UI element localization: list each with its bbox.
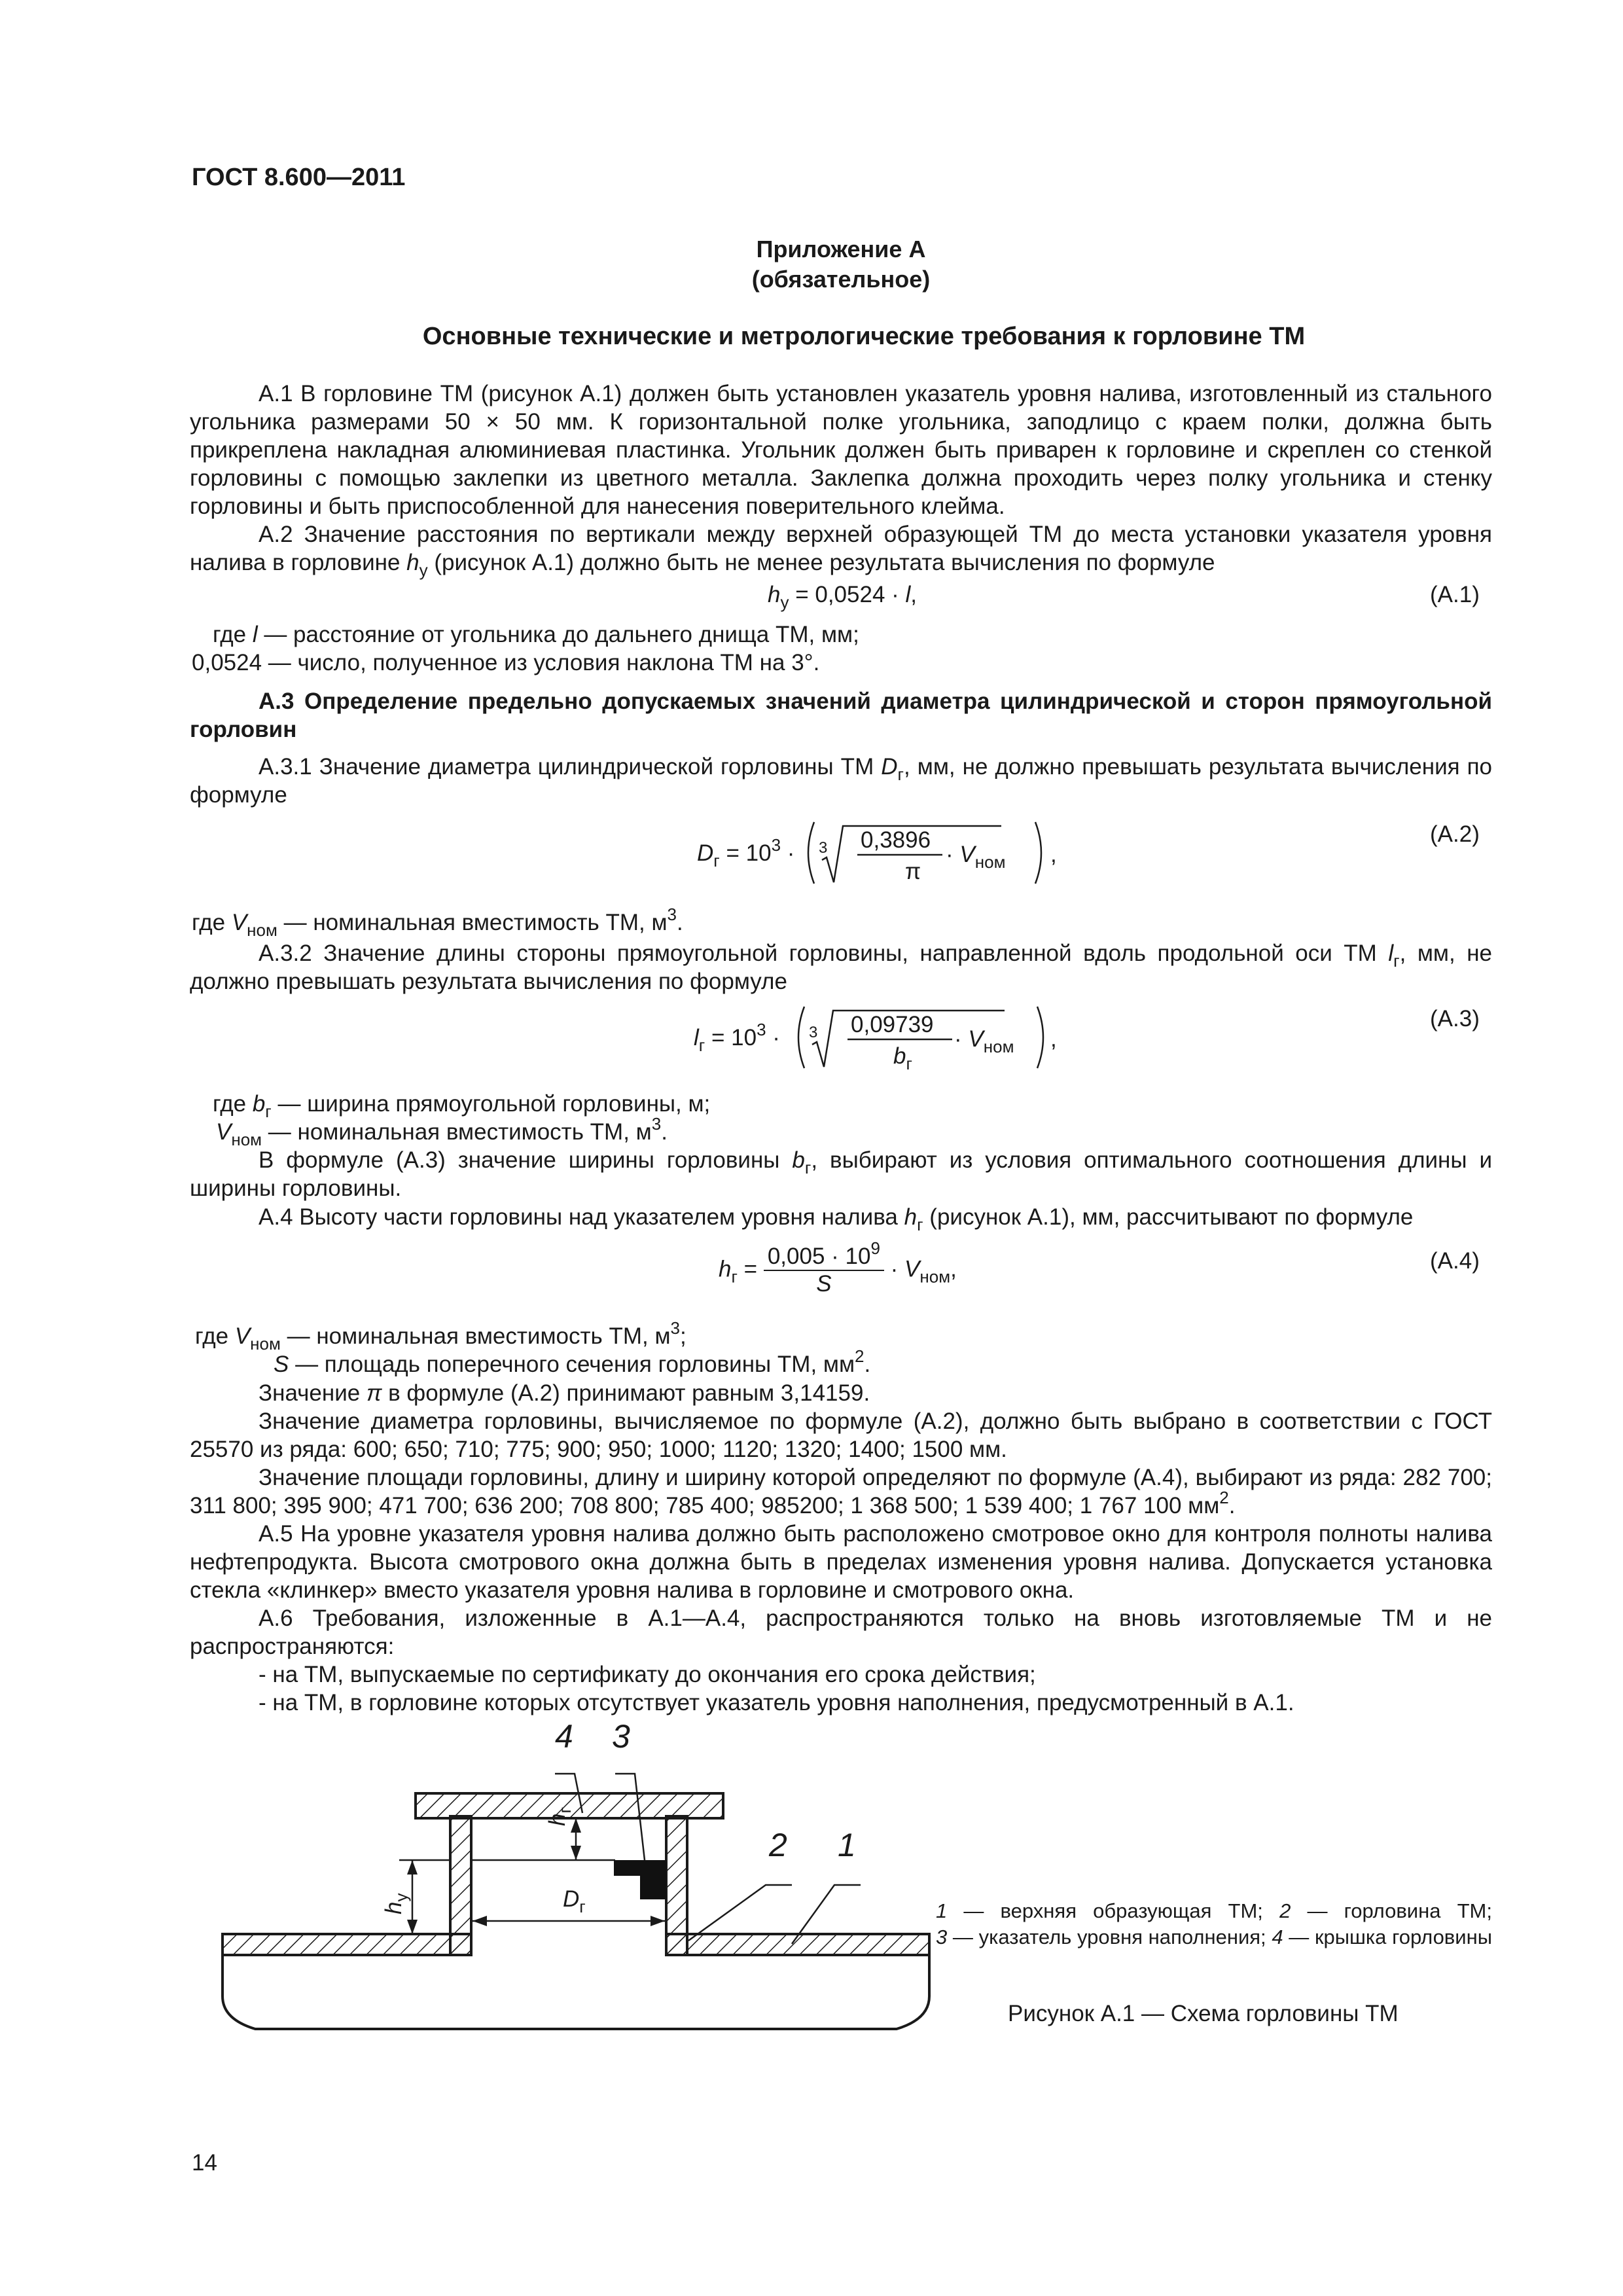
list-item: - на ТМ, выпускаемые по сертификату до окончания его срока действия; (259, 1662, 1036, 1687)
where-a3-v: $V_{ном}$ — номинальная вместимость ТМ, $м^3$. (216, 1114, 668, 1149)
paragraph-area: Значение площади горловины, длину и ширину которой определяют по формуле (А.4), выбирают из ряда: 282 700; 311 800; 395 900; 471 700; 636 200; 708 800; 785 400; 985200; 1 368 500; 1 539 400; 1 767 100 $мм^2$. (190, 1465, 1492, 1518)
callout-4: 4 (555, 1718, 573, 1755)
where-a4-v: где $V_{ном}$ — номинальная вместимость ТМ, $м^3$; (195, 1318, 687, 1354)
list-item: - на ТМ, в горловине которых отсутствует указатель уровня наполнения, предусмотренный в А.1. (259, 1690, 1294, 1715)
callout-3: 3 (612, 1718, 630, 1755)
document-header: ГОСТ 8.600—2011 (192, 164, 406, 191)
where-a2-v: где $V_{ном}$ — номинальная вместимость ТМ, $м^3$. (192, 905, 683, 940)
paragraph-a5: А.5 На уровне указателя уровня налива должно быть расположено смотровое окно для контроля полноты налива нефтепродукта. Высота смотрового окна должна быть в пределах изменения уровня налива. Допускается установка стекла «клинкер» вместо указателя уровня налива в горловине и смотрового окна. (190, 1521, 1492, 1603)
paragraph-a32: А.3.2 Значение длины стороны прямоугольной горловины, направленной вдоль продольной оси ТМ $l_г$, мм, не должно превышать результата вычисления по формуле (190, 941, 1492, 994)
annex-title: Приложение А (756, 236, 926, 262)
paragraph-a1: А.1 В горловине ТМ (рисунок А.1) должен быть установлен указатель уровня налива, изготовленный из стального угольника размерами 50 × 50 мм. К горизонтальной полке угольника, заподлицо с краем полки, должна быть прикреплена накладная алюминиевая пластинка. Угольник должен быть приварен к горловине и скреплен со стенкой горловины с помощью заклепки из цветного металла. Заклепка должна проходить через полку угольника и стенку горловины и быть приспособленной для нанесения поверительного клейма. (190, 381, 1492, 519)
neck-wall-right (666, 1816, 687, 1955)
heading-a3: А.3 Определение предельно допускаемых значений диаметра цилиндрической и сторон прямоугольной горловин (190, 689, 1492, 742)
where-a4-s: S — площадь поперечного сечения горловины ТМ, $мм^2$. (274, 1346, 871, 1377)
document-page: ГОСТ 8.600—2011 Приложение А (обязательное) Основные технические и метрологические требования к горловине ТМ А.1 В горловине ТМ (рисунок А.1) должен быть установлен указатель уровня налива, изготовленный из стального угольника размерами 50 × 50 мм. К горизонтальной полке угольника, заподлицо с краем полки, должна быть прикреплена накладная алюминиевая пластинка. Угольник должен быть приварен к горловине и скреплен со стенкой горловины с помощью заклепки из цветного металла. Заклепка должна проходить через полку угольника и стенку горловины и быть приспособленной для нанесения поверительного клейма. А.2 Значение расстояния по вертикали между верхней образующей ТМ до места установки указателя уровня налива в горловине $h_у$ (рисунок А.1) должно быть не менее результата вычисления по формуле $h_у = 0,0524 \cdot l$, (А.1) где l — расстояние от угольника до дальнего днища ТМ, мм; 0,0524 — число, полученное из условия наклона ТМ на 3°. А.3 Определение предельно допускаемых значений диаметра цилиндрической и сторон прямоугольной горловин А.3.1 Значение диаметра цилиндрической горловины ТМ $D_г$, мм, не должно превышать результата вычисления по формуле $D_г = 10^3$ · 3 0,3896 π · $V_{ном}$ , (А.2) где $V_{ном}$ — номинальная вместимость ТМ, $м^3$. А.3.2 Значение длины стороны прямоугольной горловины, направленной вдоль продольной оси ТМ $l_г$, мм, не должно превышать результата вычисления по формуле $l_г = 10^3$ · 3 0,09739 $b_г$ · $V_{ном}$ , (А.3) где $b_г$ — ширина прямоугольной горловины, м; $V_{ном}$ — номинальная вместимость ТМ, $м^3$. В формуле (А.3) значение ширины горловины $b_г$, выбирают из условия оптимального соотношения длины и ширины горловины. А.4 Высоту части горловины над указателем уровня налива $h_г$ (рисунок А.1), мм, рассчитывают по формуле $h_г$ = $\frac{0,005 \cdot 10^9}{S}$ · $V_{ном}$, (А.4) где $V_{ном}$ — номинальная вместимость ТМ, $м^3$; S — площадь поперечного сечения горловины ТМ, $мм^2$. Значение π в формуле (А.2) принимают равным 3,14159. Значение диаметра горловины, вычисляемое по формуле (А.2), должно быть выбрано в соответствии с ГОСТ 25570 из ряда: 600; 650; 710; 775; 900; 950; 1000; 1120; 1320; 1400; 1500 мм. Значение площади горловины, длину и ширину которой определяют по формуле (А.4), выбирают из ряда: 282 700; 311 800; 395 900; 471 700; 636 200; 708 800; 785 400; 985200; 1 368 500; 1 539 400; 1 767 100 $мм^2$. А.5 На уровне указателя уровня налива должно быть расположено смотровое окно для контроля полноты налива нефтепродукта. Высота смотрового окна должна быть в пределах изменения уровня налива. Допускается установка стекла «клинкер» вместо указателя уровня налива в горловине и смотрового окна. А.6 Требования, изложенные в А.1—А.4, распространяются только на вновь изготовляемые ТМ и не распространяются: - на ТМ, выпускаемые по сертификату до окончания его срока действия; - на ТМ, в горловине которых отсутствует указатель уровня наполнения, предусмотренный в А.1. 4 3 2 1 $h_г$ $h_у$ $D_г$ 1 — верхняя образующая ТМ; 2 — горловина ТМ; 3 — указатель уровня наполнения; 4 — крышка горловины Рисунок А.1 — Схема горловины ТМ 14 (0, 0, 1623, 2296)
formula-a4: $h_г$ = $\frac{0,005 \cdot 10^9}{S}$ · $V_{ном}$, (719, 1238, 957, 1297)
figure-caption: Рисунок А.1 — Схема горловины ТМ (1008, 2001, 1399, 2026)
equation-number-a4: (А.4) (1430, 1248, 1480, 1274)
leader-2 (688, 1885, 792, 1941)
figure-legend: 1 — верхняя образующая ТМ; 2 — горловина ТМ; 3 — указатель уровня наполнения; 4 — крышка горловины (936, 1899, 1492, 1948)
equation-number-a2: (А.2) (1430, 821, 1480, 847)
page-number: 14 (192, 2150, 217, 2176)
dim-label-hy: $h_у$ (381, 1893, 411, 1914)
dim-label-dg: $D_г$ (563, 1886, 586, 1916)
paragraph-a31: А.3.1 Значение диаметра цилиндрической горловины ТМ $D_г$, мм, не должно превышать результата вычисления по формуле (190, 754, 1493, 808)
neck-wall-left (450, 1816, 471, 1955)
annex-status: (обязательное) (751, 266, 931, 293)
tank-shell-left (223, 1934, 471, 1955)
paragraph-a4: А.4 Высоту части горловины над указателем уровня налива $h_г$ (рисунок А.1), мм, рассчитывают по формуле (259, 1204, 1414, 1234)
section-title: Основные технические и метрологические требования к горловине ТМ (422, 323, 1306, 350)
paragraph-pi: Значение π в формуле (А.2) принимают равным 3,14159. (259, 1380, 870, 1406)
paragraph-a6: А.6 Требования, изложенные в А.1—А.4, распространяются только на вновь изготовляемые ТМ и не распространяются: (190, 1605, 1492, 1659)
paragraph-a3-note: В формуле (А.3) значение ширины горловины $b_г$, выбирают из условия оптимального соотношения длины и ширины горловины. (190, 1147, 1492, 1201)
paragraph-a2: А.2 Значение расстояния по вертикали между верхней образующей ТМ до места установки указателя уровня налива в горловине $h_у$ (рисунок А.1) должно быть не менее результата вычисления по формуле (190, 522, 1492, 580)
equation-number-a3: (А.3) (1430, 1006, 1480, 1031)
where-a1-coef: 0,0524 — число, полученное из условия наклона ТМ на 3°. (192, 650, 820, 675)
where-a1-l: где l — расстояние от угольника до дальнего днища ТМ, мм; (213, 622, 859, 647)
callout-1: 1 (838, 1827, 856, 1863)
callout-2: 2 (769, 1827, 787, 1863)
tank-shell-right (666, 1934, 929, 1955)
tank-body-outline (223, 1955, 929, 2029)
dim-label-hg: $h_г$ (544, 1807, 575, 1826)
paragraph-diameter: Значение диаметра горловины, вычисляемое по формуле (А.2), должно быть выбрано в соответствии с ГОСТ 25570 из ряда: 600; 650; 710; 775; 900; 950; 1000; 1120; 1320; 1400; 1500 мм. (190, 1408, 1492, 1462)
where-a3-b: где $b_г$ — ширина прямоугольной горловины, м; (213, 1091, 711, 1121)
annex-heading (190, 234, 1492, 295)
equation-number-a1: (А.1) (1430, 582, 1480, 607)
formula-a1: $h_у = 0,0524 \cdot l$, (768, 582, 918, 612)
